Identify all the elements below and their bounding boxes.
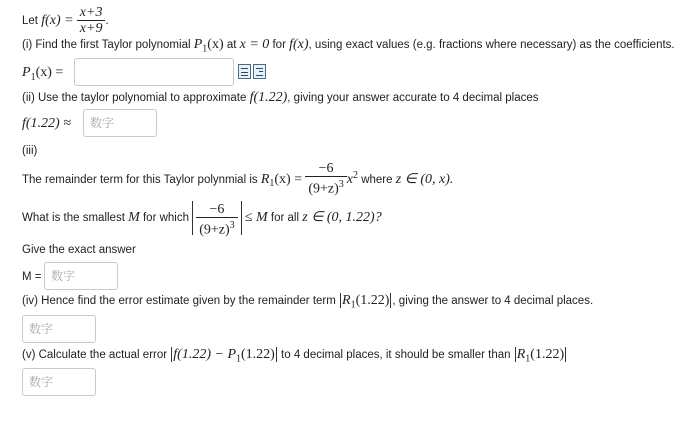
m-label: M = xyxy=(22,271,42,283)
formula-preview-icon[interactable] xyxy=(253,64,266,79)
part-i-prompt: (i) Find the first Taylor polynomial $P_1(x)$ at x = 0 for f(x), using exact values (e.g. fractions where necessary) as the coefficients. xyxy=(22,37,675,55)
abs-fraction: $\frac{-6}{(9+z)^3}$ xyxy=(196,203,237,238)
p1-label: $P_1(x)$ = xyxy=(22,65,64,83)
m-input[interactable] xyxy=(44,262,118,290)
part-iii-heading: (iii) xyxy=(22,145,38,157)
error-estimate-input[interactable] xyxy=(22,315,96,343)
equation-editor-icon[interactable] xyxy=(238,64,251,79)
absolute-value-bars xyxy=(192,201,241,238)
function-fraction: $\frac{x+3}{x+9}$ xyxy=(77,6,106,36)
f122-label: f(1.22) ≈ xyxy=(22,116,71,131)
remainder-fraction: $\frac{-6}{(9+z)^3}$ xyxy=(305,162,346,197)
exact-answer-instruction: Give the exact answer xyxy=(22,244,136,256)
p1-input[interactable] xyxy=(74,58,234,86)
function-definition: Let f(x) = $\frac{x+3}{x+9}$ . xyxy=(22,5,109,36)
smallest-m-question: What is the smallest M for which $\frac{-6}{(9+z)^3}$ ≤ M for all z ∈ (0, 1.22)? xyxy=(22,201,382,238)
remainder-term-statement: The remainder term for this Taylor polynmial is $R_1(x)$ = $\frac{-6}{(9+z)^3}$ $x^2$ where z ∈ (0, x). xyxy=(22,161,454,198)
actual-error-input[interactable] xyxy=(22,368,96,396)
part-iv-prompt: (iv) Hence find the error estimate given by the remainder term $R_1(1.22)$ , giving the answer to 4 decimal places. xyxy=(22,293,594,311)
f122-input[interactable] xyxy=(83,109,157,137)
part-v-prompt: (v) Calculate the actual error $f(1.22) - P_1(1.22)$ to 4 decimal places, it should be smaller than $R_1(1.22)$ xyxy=(22,347,565,365)
part-ii-prompt: (ii) Use the taylor polynomial to approximate f(1.22), giving your answer accurate to 4 decimal places xyxy=(22,90,539,105)
